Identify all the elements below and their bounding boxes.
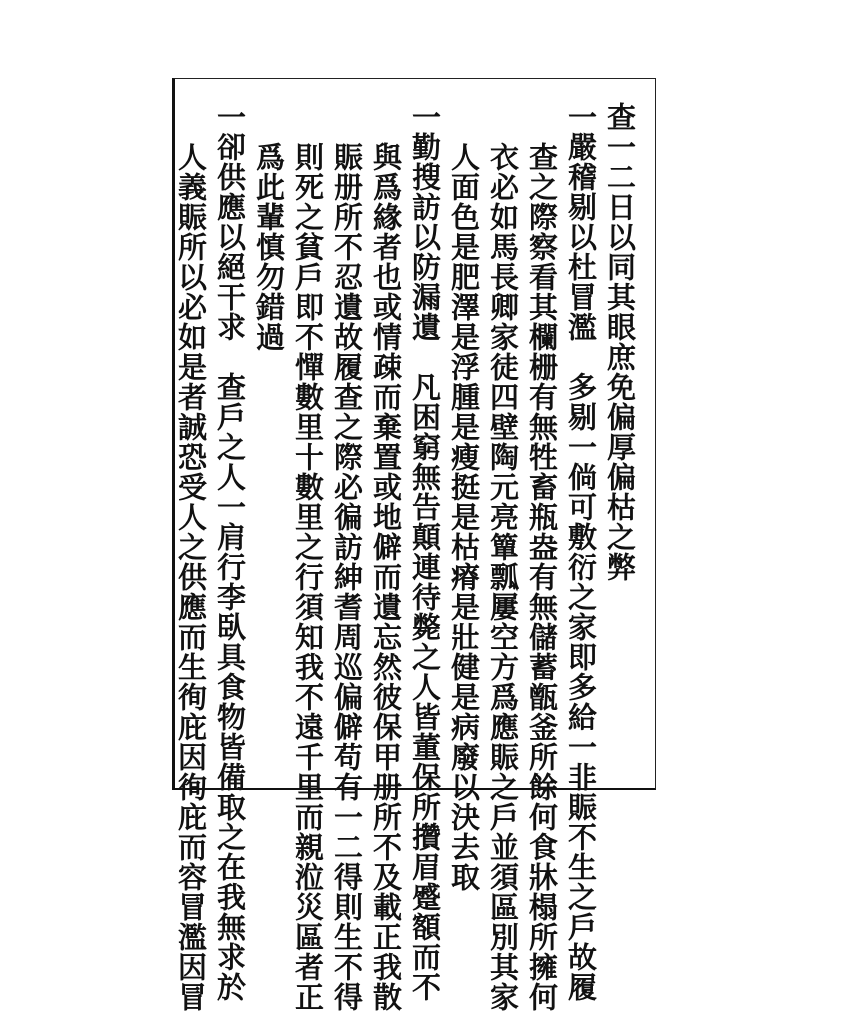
text-column-2: 一嚴稽剔以杜冒濫 多剔一倘可敷衍之家即多給一非賑不生之戶故履 xyxy=(564,102,598,1002)
text-column-8: 賑册所不忍遺故履查之際必徧訪紳耆周巡偏僻苟有一二得則生不得 xyxy=(330,142,364,1012)
text-column-9: 則死之貧戶即不憚數里十數里之行須知我不遠千里而親涖災區者正 xyxy=(291,142,325,1012)
text-column-3: 查之際察看其欄栅有無牲畜瓶盎有無儲蓄甑釜所餘何食牀榻所擁何 xyxy=(525,142,559,1012)
text-column-11: 一卻供應以絕干求 查戶之人一肩行李臥具食物皆備取之在我無求於 xyxy=(213,102,247,1002)
text-column-12: 人義賑所以必如是者誠恐受人之供應而生徇庇因徇庇而容冒濫因冒 xyxy=(174,142,208,1012)
text-column-7: 與爲緣者也或情疎而棄置或地僻而遺忘然彼保甲册所不及載正我散 xyxy=(369,142,403,1012)
text-column-10: 爲此輩慎勿錯過 xyxy=(252,142,286,352)
text-column-1: 查一二日以同其眼庶免偏厚偏枯之弊 xyxy=(603,102,637,582)
text-column-4: 衣必如馬長卿家徒四壁陶元亮簞瓢屢空方爲應賑之戶並須區別其家 xyxy=(486,142,520,1012)
text-column-6: 一勤搜訪以防漏遺 凡困窮無告顛連待斃之人皆董保所攢眉蹙額而不 xyxy=(408,102,442,1002)
text-column-5: 人面色是肥澤是浮腫是瘦挺是枯瘠是壯健是病廢以決去取 xyxy=(447,142,481,892)
